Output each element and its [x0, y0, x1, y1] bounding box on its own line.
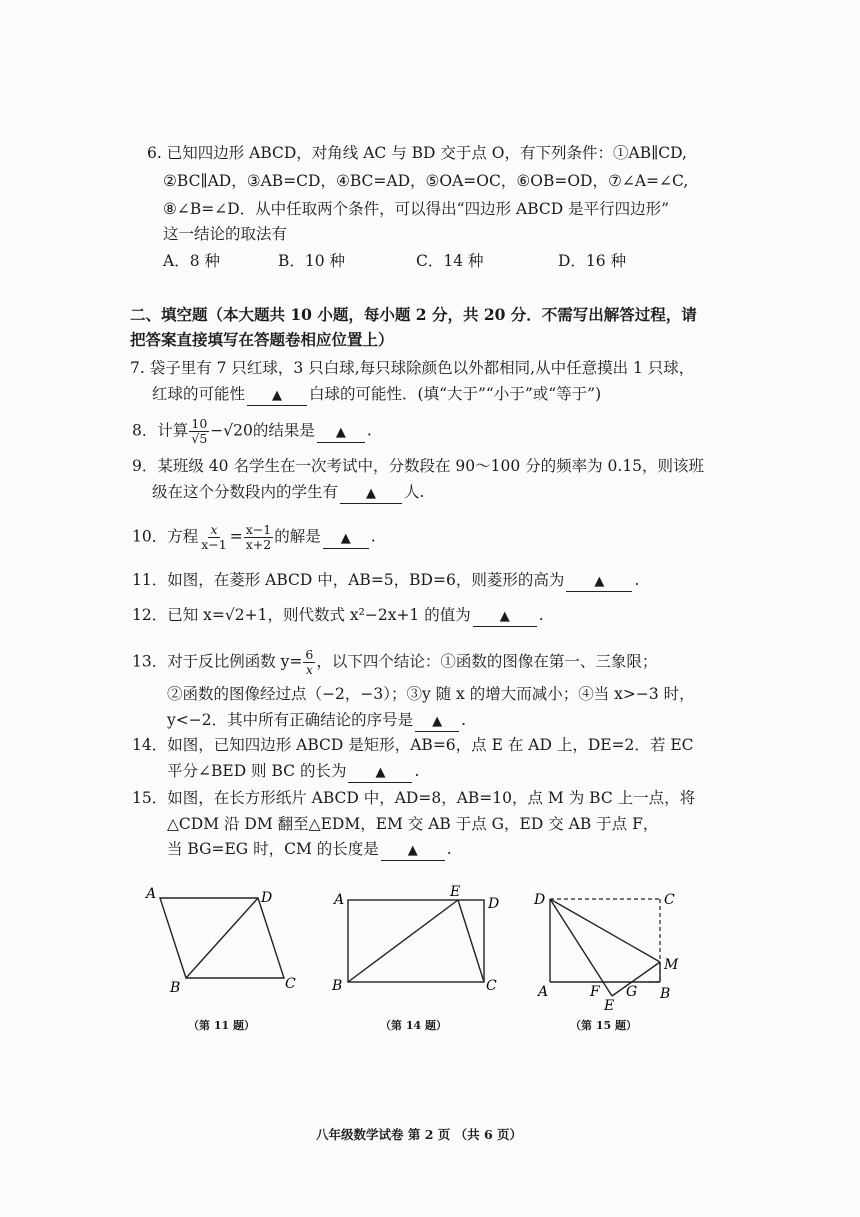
q10-equals: =	[229, 527, 243, 546]
q13-line1	[132, 648, 657, 677]
q12-line	[132, 604, 544, 627]
q14-answer-blank	[348, 762, 412, 783]
page-footer: 八年级数学试卷 第 2 页 （共 6 页）	[316, 1127, 523, 1142]
label-d: D	[534, 892, 546, 908]
figure-11-rhombus	[140, 882, 310, 994]
q15-answer-blank	[381, 840, 445, 861]
q6-option-b: B．10 种	[278, 252, 346, 270]
q13-frac-den: x	[305, 662, 313, 677]
q6-line3: ⑧∠B=∠D．从中任取两个条件，可以得出“四边形 ABCD 是平行四边形”	[163, 200, 670, 218]
q15-line3	[167, 838, 452, 861]
q14-line2	[167, 760, 419, 783]
q10-f2-num: x−1	[245, 522, 272, 537]
answer-triangle-icon: ▲	[594, 574, 605, 589]
diagonal-bd	[186, 898, 258, 978]
q10-answer-blank	[323, 528, 369, 549]
q10-line	[132, 523, 376, 552]
answer-triangle-icon: ▲	[375, 765, 386, 780]
q8-answer-blank	[317, 422, 365, 443]
figure-15-caption: （第 15 题）	[570, 1019, 637, 1032]
q7-line2	[152, 383, 601, 406]
label-d: D	[488, 896, 500, 912]
q13-text-b: ，以下四个结论：①函数的图像在第一、三象限；	[316, 652, 658, 671]
q13-answer-blank	[415, 711, 459, 732]
q10-fraction-1	[199, 523, 228, 552]
q6-option-c: C．14 种	[416, 252, 484, 270]
label-e: E	[604, 998, 615, 1014]
q9-line2	[152, 481, 424, 504]
label-c: C	[285, 976, 296, 992]
q7-line1: 7. 袋子里有 7 只红球，3 只白球,每只球除颜色以外都相同,从中任意摸出 1 只球，	[130, 359, 695, 377]
figure-14-caption: （第 14 题）	[380, 1019, 447, 1032]
label-b: B	[660, 986, 671, 1002]
q14-text-a: 平分∠BED 则 BC 的长为	[167, 762, 347, 780]
q8-text-b: −√20的结果是	[210, 421, 315, 440]
figure-14-rectangle	[328, 882, 508, 994]
label-d: D	[261, 890, 273, 906]
q15-line1: 15．如图，在长方形纸片 ABCD 中，AD=8，AB=10，点 M 为 BC 上一点，将	[132, 789, 696, 807]
q9-text-b: 人.	[404, 483, 425, 501]
q14-line1: 14．如图，已知四边形 ABCD 是矩形，AB=6，点 E 在 AD 上，DE=2．若 EC	[132, 736, 694, 754]
label-b: B	[332, 978, 343, 994]
q13-text-line3a: y<−2．其中所有正确结论的序号是	[167, 711, 414, 729]
answer-triangle-icon: ▲	[407, 843, 418, 858]
q10-f1-num: x	[210, 522, 218, 537]
q8-fraction	[189, 417, 209, 446]
label-c: C	[486, 978, 497, 994]
q8-line	[132, 417, 372, 446]
answer-triangle-icon: ▲	[335, 424, 346, 440]
label-a: A	[538, 984, 549, 1000]
q10-text-a: 10．方程	[132, 527, 199, 546]
q13-text-line3c: .	[461, 711, 467, 729]
q10-text-c: .	[370, 527, 376, 546]
figure-15-folded-rectangle	[530, 882, 700, 1014]
q6-line2: ②BC∥AD，③AB=CD，④BC=AD，⑤OA=OC，⑥OB=OD，⑦∠A=∠C,	[163, 172, 689, 190]
label-f: F	[590, 984, 600, 1000]
segment-be	[348, 900, 458, 982]
q13-line3	[167, 709, 466, 732]
label-e: E	[450, 884, 461, 900]
q12-text-a: 12．已知 x=√2+1，则代数式 x²−2x+1 的值为	[132, 606, 471, 624]
q6-option-d: D．16 种	[558, 252, 627, 270]
q13-fraction	[303, 648, 315, 677]
label-b: B	[170, 980, 181, 994]
q9-line1: 9．某班级 40 名学生在一次考试中，分数段在 90～100 分的频率为 0.15，则该班	[132, 457, 705, 475]
label-a: A	[146, 886, 157, 902]
section-heading-line2: 把答案直接填写在答题卷相应位置上）	[130, 330, 394, 349]
rectangle-abcd	[348, 900, 484, 982]
label-m: M	[664, 957, 679, 973]
q11-line	[132, 569, 639, 592]
q6-line1: 6. 已知四边形 ABCD，对角线 AC 与 BD 交于点 O，有下列条件：①AB∥CD,	[147, 144, 687, 162]
q8-frac-num: 10	[191, 416, 208, 431]
section-heading-line1: 二、填空题（本大题共 10 小题，每小题 2 分，共 20 分．不需写出解答过程，请	[130, 305, 697, 324]
q15-text-c: .	[446, 840, 452, 858]
q14-text-c: .	[414, 762, 420, 780]
q15-line2: △CDM 沿 DM 翻至△EDM，EM 交 AB 于点 G，ED 交 AB 于点 F，	[167, 815, 659, 833]
q12-text-c: .	[538, 606, 544, 624]
q7-text-a: 红球的可能性	[152, 385, 246, 403]
answer-triangle-icon: ▲	[432, 714, 443, 729]
q6-line4: 这一结论的取法有	[163, 225, 288, 243]
q15-text-a: 当 BG=EG 时，CM 的长度是	[167, 840, 379, 858]
q11-text-a: 11．如图，在菱形 ABCD 中，AB=5，BD=6，则菱形的高为	[132, 571, 565, 589]
label-a: A	[334, 892, 345, 908]
q9-answer-blank	[340, 483, 402, 504]
q7-text-b: 白球的可能性．(填“大于”“小于”或“等于”)	[309, 385, 602, 403]
q10-f1-den: x−1	[201, 537, 227, 552]
q8-frac-den: √5	[191, 431, 208, 446]
figure-11-caption: （第 11 题）	[188, 1019, 255, 1032]
label-c: C	[664, 892, 675, 908]
q10-fraction-2	[244, 523, 273, 552]
q10-f2-den: x+2	[245, 537, 272, 552]
answer-triangle-icon: ▲	[272, 388, 283, 403]
q8-text-a: 8．计算	[132, 421, 189, 440]
answer-triangle-icon: ▲	[340, 530, 351, 546]
segment-ec	[458, 900, 484, 982]
q13-frac-num: 6	[305, 647, 314, 662]
label-g: G	[626, 984, 638, 1000]
q11-text-c: .	[634, 571, 640, 589]
q13-line2: ②函数的图像经过点（−2，−3）；③y 随 x 的增大而减小；④当 x>−3 时，	[167, 685, 695, 703]
q8-text-c: .	[366, 421, 372, 440]
q7-answer-blank	[247, 385, 307, 406]
answer-triangle-icon: ▲	[366, 486, 377, 501]
q12-answer-blank	[473, 606, 537, 627]
answer-triangle-icon: ▲	[499, 609, 510, 624]
q11-answer-blank	[566, 571, 632, 592]
q6-option-a: A．8 种	[163, 252, 220, 270]
q10-text-b: 的解是	[274, 527, 321, 546]
fold-line-dm	[550, 899, 660, 962]
q13-text-a: 13．对于反比例函数 y=	[132, 652, 303, 671]
q9-text-a: 级在这个分数段内的学生有	[152, 483, 339, 501]
